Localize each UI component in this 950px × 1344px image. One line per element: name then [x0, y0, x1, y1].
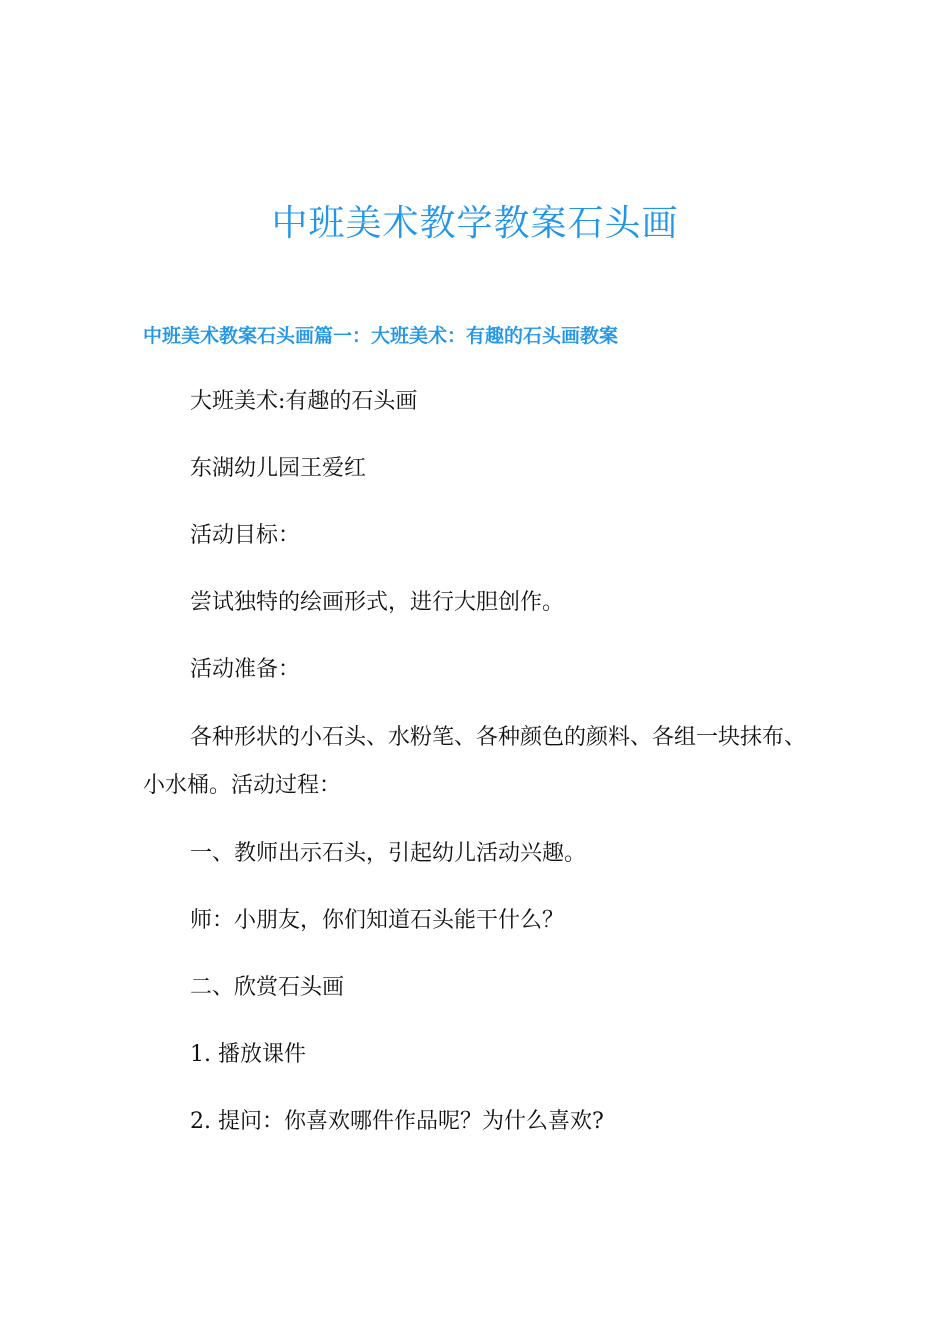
paragraph-goals: 尝试独特的绘画形式，进行大胆创作。	[190, 590, 565, 615]
paragraph-prep: 各种形状的小石头、水粉笔、各种颜色的颜料、各组一块抹布、小水桶。活动过程：	[143, 725, 807, 798]
paragraph-step-one: 一、教师出示石头，引起幼儿活动兴趣。	[190, 841, 587, 866]
paragraph-step-two: 二、欣赏石头画	[190, 975, 345, 1000]
paragraph-teacher-question: 师：小朋友，你们知道石头能干什么？	[190, 908, 565, 933]
paragraph-goals-heading: 活动目标：	[190, 523, 301, 548]
paragraph-lesson-name: 大班美术:有趣的石头画	[190, 389, 418, 414]
document-title: 中班美术教学教案石头画	[271, 203, 679, 244]
paragraph-ask-question: 2. 提问：你喜欢哪件作品呢？为什么喜欢?	[190, 1109, 604, 1134]
paragraph-author: 东湖幼儿园王爱红	[190, 456, 367, 481]
section-heading: 中班美术教案石头画篇一：大班美术：有趣的石头画教案	[143, 325, 619, 347]
paragraph-prep-heading: 活动准备：	[190, 657, 301, 682]
paragraph-play-courseware: 1. 播放课件	[190, 1042, 306, 1067]
